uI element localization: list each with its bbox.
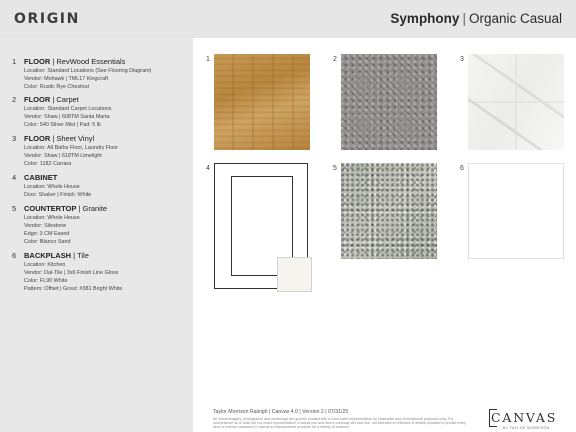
selection-number: 3 [12, 134, 17, 143]
sheet-vinyl-swatch [468, 54, 564, 150]
collection-name: Symphony [390, 11, 460, 26]
selection-color: Color: FL90 White [24, 278, 68, 284]
selection-vendor: Vendor: Mohawk | TML17 Kingcraft [24, 76, 108, 82]
selection-vendor: Vendor: Shaw | 608TM Santa Marta [24, 114, 110, 120]
selection-title: FLOOR | Sheet Vinyl [24, 134, 95, 143]
footer-disclaimer: item or exterior variances in natural or manufactured products for a variety of reasons. [213, 425, 350, 429]
selection-number: 6 [12, 251, 17, 260]
wood-flooring-swatch [214, 54, 310, 150]
collection-style: Organic Casual [468, 11, 562, 26]
selection-title: FLOOR | Carpet [24, 95, 79, 104]
selection-title: COUNTERTOP | Granite [24, 204, 108, 213]
selection-location: Location: All Baths Floor, Laundry Floor [24, 145, 119, 151]
footer-disclaimer: convenience as a close but not exact representative of actual use and Item's colorway will look like, not intended to reflected of details provided to predict every [213, 421, 466, 425]
selection-location: Location: Standard Carpet Locations [24, 106, 112, 112]
selection-color: Color: 540 Silver Mist | Pad: 5 lb [24, 122, 101, 128]
swatch-number: 6 [460, 165, 464, 172]
tile-swatch [468, 163, 564, 259]
cabinet-finish-swatch [277, 257, 312, 292]
selection-number: 1 [12, 57, 17, 66]
selection-vendor: Vendor: Silestone [24, 223, 67, 229]
collection-title [390, 11, 562, 26]
swatch-number: 2 [333, 56, 337, 63]
selection-color: Color: Rustic Rye Chestnut [24, 84, 90, 90]
footer-line: Taylor Morrison Raleigh | Canvas 4.0 | Version 2 | 07/31/25 [213, 409, 349, 415]
selection-location: Location: Whole House [24, 184, 80, 190]
swatch-number: 5 [333, 165, 337, 172]
selection-location: Location: Whole House [24, 215, 80, 221]
selection-color: Color: Blanco Sand [24, 239, 71, 245]
granite-swatch [341, 163, 437, 259]
swatch-number: 3 [460, 56, 464, 63]
collection-separator: | [462, 11, 466, 26]
selection-title: FLOOR | RevWood Essentials [24, 57, 126, 66]
canvas-logo: CANVAS [491, 410, 558, 425]
footer-disclaimer: All virtual imagery, photographs and renderings are generic shaded with a color swim representation for illustrative and informational purposes only. For [213, 417, 454, 421]
selection-number: 2 [12, 95, 17, 104]
carpet-swatch [341, 54, 437, 150]
selection-edge: Edge: 3 CM Eased [24, 231, 70, 237]
selection-number: 4 [12, 173, 17, 182]
selection-location: Location: Kitchen [24, 262, 66, 268]
brand-title: ORIGIN [14, 11, 80, 27]
selection-location: Location: Standard Locations (See Flooring Diagram) [24, 68, 152, 74]
selection-number: 5 [12, 204, 17, 213]
canvas-logo-subtitle: BY TAYLOR MORRISON [503, 426, 550, 430]
selection-vendor: Vendor: Dal-Tile | 3x6 Finish Line Gloss [24, 270, 119, 276]
selection-color: Color: 1182 Carrara [24, 161, 72, 167]
selection-list [0, 38, 193, 432]
selection-pattern: Pattern: Offset | Grout: #381 Bright White [24, 286, 123, 292]
header-bar [0, 0, 576, 38]
swatch-number: 1 [206, 56, 210, 63]
selection-title: CABINET [24, 173, 58, 182]
selection-title: BACKPLASH | Tile [24, 251, 89, 260]
selection-vendor: Vendor: Shaw | 618TM Limelight [24, 153, 102, 159]
swatch-number: 4 [206, 165, 210, 172]
selection-door: Door: Shaker | Finish: White [24, 192, 92, 198]
